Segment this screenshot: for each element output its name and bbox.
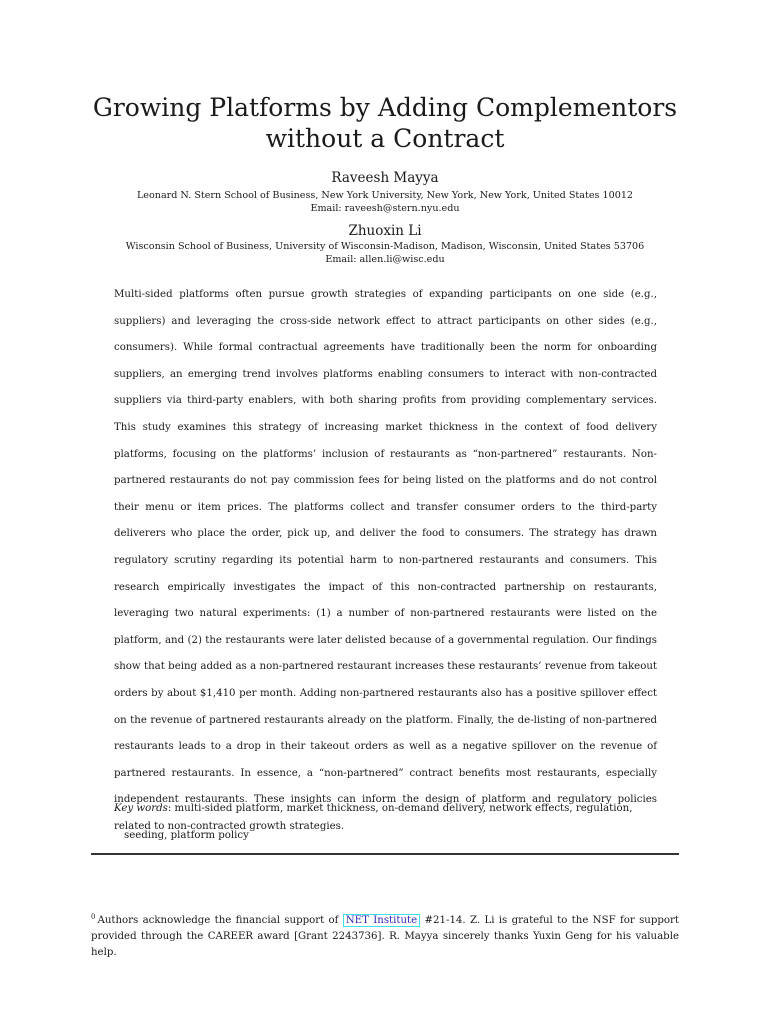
footnote-text-before: Authors acknowledge the financial support of (97, 915, 343, 926)
footnote-text-after: #21-14. Z. Li is grateful to the NSF for support provided through the CAREER award [Grant 2243736]. R. Mayya sincerely thanks Yuxin Geng for his valuable help. (91, 915, 679, 958)
keywords-line-1: multi-sided platform, market thickness, on-demand delivery, network effects, regulation, (174, 803, 633, 814)
keywords-line-2: seeding, platform policy (124, 829, 249, 841)
footnote-divider (91, 853, 679, 855)
keywords-label: Key words (114, 803, 168, 814)
author-affiliation: Wisconsin School of Business, University of Wisconsin-Madison, Madison, Wisconsin, United States 53706 (125, 241, 645, 252)
author-name: Raveesh Mayya (331, 170, 439, 186)
paper-title (0, 92, 770, 154)
author-email[interactable]: Email: raveesh@stern.nyu.edu (310, 203, 460, 214)
abstract (114, 282, 657, 840)
author-name: Zhuoxin Li (348, 223, 422, 239)
footnote-marker: 0 (91, 913, 96, 921)
footnote (91, 909, 679, 961)
keywords (114, 796, 657, 849)
title-line-2: without a Contract (265, 124, 505, 153)
author-affiliation: Leonard N. Stern School of Business, New York University, New York, New York, United States 10012 (136, 190, 634, 201)
abstract-text: Multi-sided platforms often pursue growth strategies of expanding participants on one side (e.g., suppliers) and leveraging the cross-side network effect to attract participants on other sides (e.g., consumers). While formal contractual agreements have traditionally been the norm for onboarding suppliers, an emerging trend involves platforms enabling consumers to interact with non-contracted suppliers via third-party enablers, with both sharing profits from providing complementary services. This study examines this strategy of increasing market thickness in the context of food delivery platforms, focusing on the platforms’ inclusion of restaurants as “non-partnered” restaurants. Non-partnered restaurants do not pay commission fees for being listed on the platforms and do not control their menu or item prices. The platforms collect and transfer consumer orders to the third-party deliverers who place the order, pick up, and deliver the food to consumers. The strategy has drawn regulatory scrutiny regarding its potential harm to non-partnered restaurants and consumers. This research empirically investigates the impact of this non-contracted partnership on restaurants, leveraging two natural experiments: (1) a number of non-partnered restaurants were listed on the platform, and (2) the restaurants were later delisted because of a governmental regulation. Our findings show that being added as a non-partnered restaurant increases these restaurants’ revenue from takeout orders by about $1,410 per month. Adding non-partnered restaurants also has a positive spillover effect on the revenue of partnered restaurants already on the platform. Finally, the de-listing of non-partnered restaurants leads to a drop in their takeout orders as well as a negative spillover on the revenue of partnered restaurants. In essence, a “non-partnered” contract benefits most restaurants, especially independent restaurants. These insights can inform the design of platform and regulatory policies related to non-contracted growth strategies. (114, 289, 657, 832)
title-line-1: Growing Platforms by Adding Complementors (92, 93, 678, 122)
author-email[interactable]: Email: allen.li@wisc.edu (325, 254, 445, 265)
net-institute-link[interactable]: NET Institute (343, 914, 420, 927)
keywords-separator: : (167, 803, 175, 814)
